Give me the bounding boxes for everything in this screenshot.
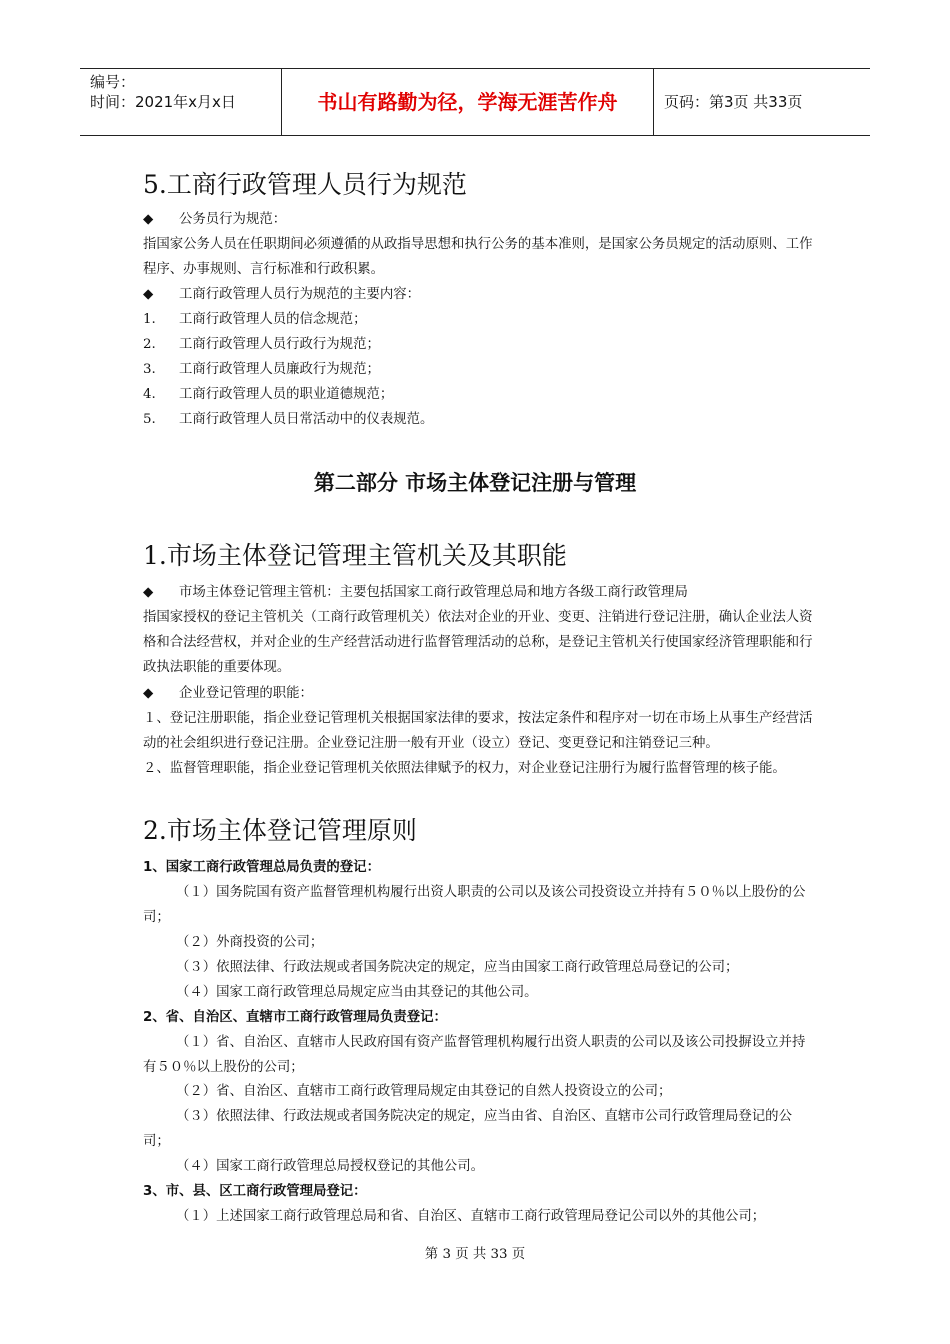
list-item: （２）省、自治区、直辖市工商行政管理局规定由其登记的自然人投资设立的公司；	[176, 1084, 672, 1099]
diamond-bullet-icon: ◆	[143, 686, 154, 701]
subheading: 1、国家工商行政管理总局负责的登记：	[143, 860, 380, 875]
list-item: （１）上述国家工商行政管理总局和省、自治区、直辖市工商行政管理局登记公司以外的其他公司；	[176, 1209, 766, 1224]
header-page-info: 页码：第3页 共33页	[664, 93, 803, 111]
subheading: 3、市、县、区工商行政管理局登记：	[143, 1184, 367, 1199]
paragraph: 指国家授权的登记主管机关（工商行政管理机关）依法对企业的开业、变更、注销进行登记注册，确认企业法人资格和合法经营权，并对企业的生产经营活动进行监督管理活动的总称，是登记主管机关行使国家经济管理职能和行政执法职能的重要体现。	[143, 610, 813, 675]
list-number: 4.	[143, 387, 156, 402]
header-motto: 书山有路勤为径，学海无涯苦作舟	[282, 69, 654, 135]
list-item: （１）省、自治区、直辖市人民政府国有资产监督管理机构履行出资人职责的公司以及该公司投摒设立并持有５０％以上股份的公司；	[143, 1035, 806, 1075]
list-item: （３）依照法律、行政法规或者国务院决定的规定，应当由省、自治区、直辖市公司行政管理局登记的公司；	[143, 1109, 792, 1149]
diamond-bullet-icon: ◆	[143, 585, 154, 600]
bullet-item: ◆ 企业登记管理的职能：	[143, 682, 313, 706]
section-title: 5.工商行政管理人员行为规范	[143, 170, 467, 199]
list-item: 3. 工商行政管理人员廉政行为规范；	[143, 358, 380, 382]
diamond-bullet-icon: ◆	[143, 287, 154, 302]
paragraph: 指国家公务人员在任职期间必须遵循的从政指导思想和执行公务的基本准则，是国家公务员规定的活动原则、工作程序、办事规则、言行标准和行政积累。	[143, 237, 813, 277]
serial-label: 编号：	[90, 73, 136, 91]
list-number: 1.	[143, 312, 156, 327]
bullet-item: ◆ 公务员行为规范：	[143, 208, 286, 232]
diamond-bullet-icon: ◆	[143, 212, 154, 227]
bullet-item: ◆ 工商行政管理人员行为规范的主要内容：	[143, 283, 420, 307]
page-header	[80, 68, 870, 136]
list-item: 5. 工商行政管理人员日常活动中的仪表规范。	[143, 408, 433, 432]
list-item: （１）国务院国有资产监督管理机构履行出资人职责的公司以及该公司投资设立并持有５０％以上股份的公司；	[143, 885, 806, 925]
bullet-item: ◆ 市场主体登记管理主管机：主要包括国家工商行政管理总局和地方各级工商行政管理局	[143, 581, 688, 605]
list-item: 1. 工商行政管理人员的信念规范；	[143, 308, 366, 332]
header-meta	[80, 69, 282, 135]
list-number: 2.	[143, 337, 156, 352]
list-item: （２）外商投资的公司；	[176, 935, 324, 950]
date-line: 时间：2021年x月x日	[90, 93, 236, 111]
list-item: （４）国家工商行政管理总局授权登记的其他公司。	[176, 1159, 484, 1174]
list-number: 3.	[143, 362, 156, 377]
page-footer: 第 3 页 共 33 页	[424, 1247, 526, 1262]
list-item: 4. 工商行政管理人员的职业道德规范；	[143, 383, 393, 407]
part-title: 第二部分 市场主体登记注册与管理	[313, 471, 637, 495]
list-item: （４）国家工商行政管理总局规定应当由其登记的其他公司。	[176, 985, 538, 1000]
subheading: 2、省、自治区、直辖市工商行政管理局负责登记：	[143, 1010, 447, 1025]
list-number: 5.	[143, 412, 156, 427]
section-title: 1.市场主体登记管理主管机关及其职能	[143, 541, 567, 570]
section-title: 2.市场主体登记管理原则	[143, 816, 417, 845]
list-item: （３）依照法律、行政法规或者国务院决定的规定，应当由国家工商行政管理总局登记的公司；	[176, 960, 739, 975]
paragraph: ２、监督管理职能，指企业登记管理机关依照法律赋予的权力，对企业登记注册行为履行监督管理的核子能。	[143, 761, 786, 776]
paragraph: １、登记注册职能，指企业登记管理机关根据国家法律的要求，按法定条件和程序对一切在市场上从事生产经营活动的社会组织进行登记注册。企业登记注册一般有开业（设立）登记、变更登记和注销登记三种。	[143, 711, 813, 751]
list-item: 2. 工商行政管理人员行政行为规范；	[143, 333, 380, 357]
